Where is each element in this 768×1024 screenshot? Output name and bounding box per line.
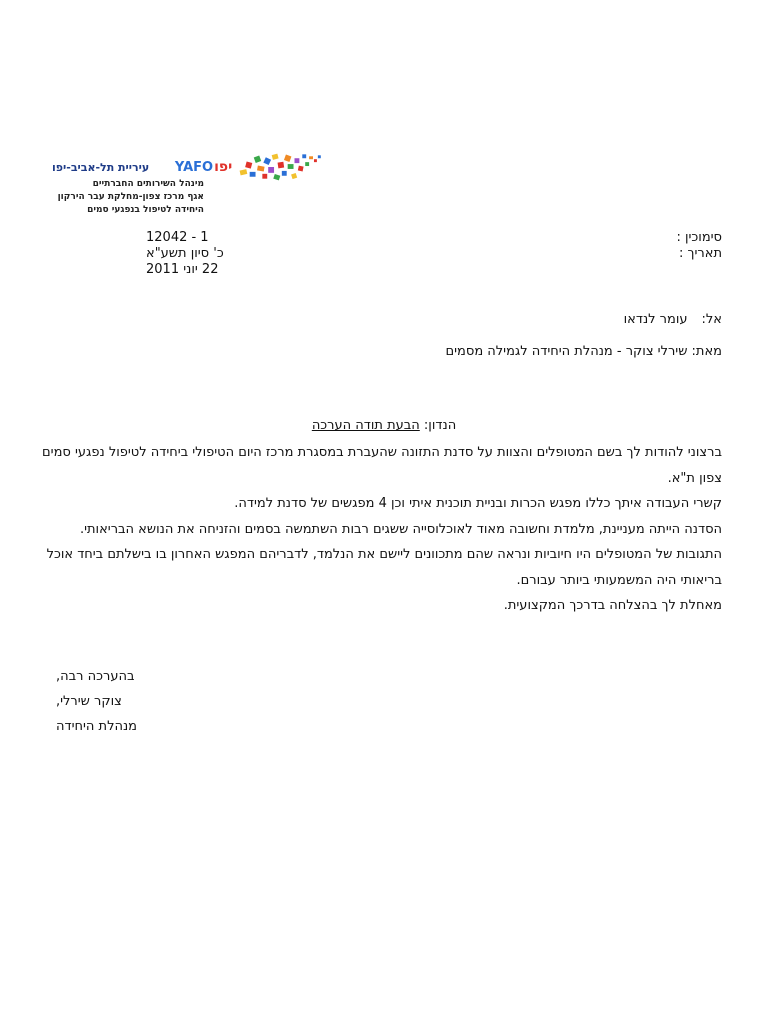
signature-block xyxy=(56,664,256,739)
letterhead xyxy=(52,150,322,217)
department-line: אגף מרכז צפון-מחלקת עבר הירקון xyxy=(57,192,204,202)
ref-label: סימוכין : xyxy=(676,230,722,245)
body-paragraph: התגובות של המטופלים היו חיוביות ונראה שהם מתכוונים ליישם את הנלמד, לדבריהם המפגש האחרון בו בישלתם ביחד אוכל בריאותי היה המשמעותי ביותר עבורם. xyxy=(46,547,722,588)
gregorian-date: 22 יוני 2011 xyxy=(146,262,219,277)
ref-number: 12042 - 1 xyxy=(146,230,209,245)
yafo-latin: YAFO xyxy=(174,160,214,175)
yafo-hebrew: יפו xyxy=(214,159,233,175)
letter-body xyxy=(42,440,722,619)
to-name: עומר לנדאו xyxy=(623,312,688,327)
department-line: מינהל השירותים החברתיים xyxy=(92,179,204,189)
reference-values xyxy=(146,230,296,278)
closing: בהערכה רבה, xyxy=(56,669,135,684)
department-line: היחידה לטיפול בנפגעי סמים xyxy=(87,205,204,215)
date-label: תאריך : xyxy=(679,246,722,261)
body-paragraph: ברצוני להודות לך בשם המטופלים והצוות על סדנת התזונה שהעברת במסגרת מרכז היום הטיפולי ביחידה לטיפול נפגעי סמים צפון ת"א. xyxy=(42,445,722,486)
signer-title: מנהלת היחידה xyxy=(56,719,137,734)
yafo-wordmark xyxy=(175,159,232,175)
signer-name: צוקר שירלי, xyxy=(56,694,122,709)
body-paragraph: קשרי העבודה איתך כללו מפגש הכרות ובניית תוכנית איתי וכן 4 מפגשים של סדנת למידה. xyxy=(234,496,722,511)
to-label: אל: xyxy=(701,312,722,327)
hebrew-date: כ' סיון תשע"א xyxy=(146,246,224,261)
subject-label: הנדון: xyxy=(423,418,457,433)
body-paragraph: הסדנה הייתה מעניינת, מלמדת וחשובה מאוד לאוכלוסייה ששגים רבות השתמשה בסמים והזניחה את הנושא הבריאותי. xyxy=(79,521,722,537)
city-name: עיריית תל-אביב-יפו xyxy=(52,160,150,174)
reference-labels xyxy=(676,230,722,262)
subject-line xyxy=(0,418,768,433)
department-lines xyxy=(52,178,204,217)
from-line: מאת: שירלי צוקר - מנהלת היחידה לגמילה מסמים xyxy=(445,344,722,359)
body-paragraph: מאחלת לך בהצלחה בדרכך המקצועית. xyxy=(503,598,722,613)
to-line xyxy=(624,312,722,327)
colorful-confetti-logo-icon xyxy=(238,150,322,184)
subject-text: הבעת תודה הערכה xyxy=(311,418,420,433)
